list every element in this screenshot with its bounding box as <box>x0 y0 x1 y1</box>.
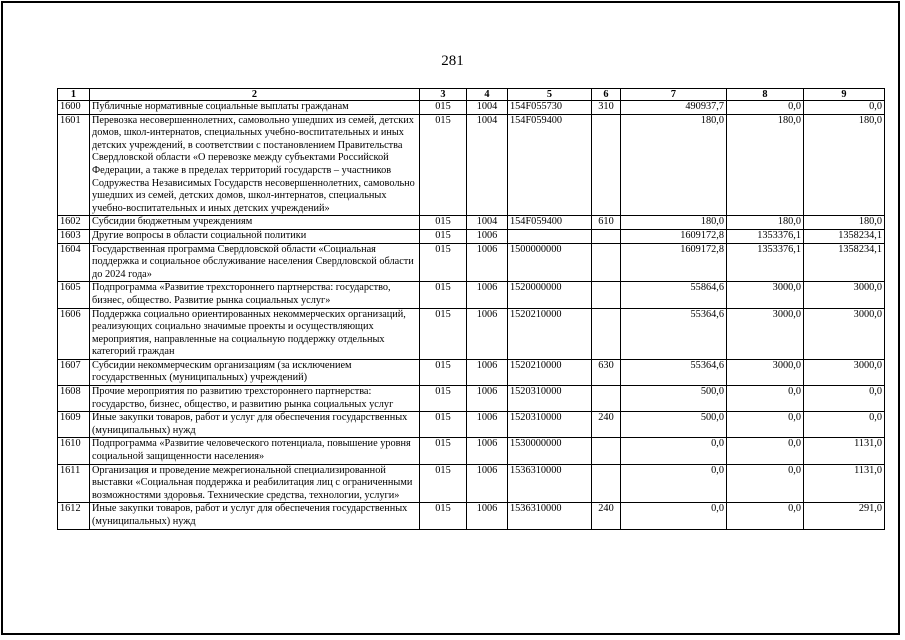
cell-amount-col9: 0,0 <box>804 412 885 438</box>
cell-target-code: 154F055730 <box>508 101 592 115</box>
cell-section-code: 1006 <box>467 386 508 412</box>
column-header: 4 <box>467 89 508 101</box>
cell-amount-col8: 180,0 <box>727 114 804 216</box>
cell-amount-col9: 3000,0 <box>804 359 885 385</box>
cell-admin-code: 015 <box>420 386 467 412</box>
row-code: 1605 <box>58 282 90 308</box>
cell-expense-type <box>592 308 621 359</box>
cell-amount-col7: 0,0 <box>621 438 727 464</box>
cell-expense-type <box>592 464 621 503</box>
cell-amount-col8: 0,0 <box>727 386 804 412</box>
table-row <box>58 282 885 308</box>
table-row <box>58 114 885 216</box>
row-name: Другие вопросы в области социальной политики <box>90 229 420 243</box>
cell-target-code: 1520310000 <box>508 386 592 412</box>
cell-amount-col9: 291,0 <box>804 503 885 529</box>
row-name: Субсидии бюджетным учреждениям <box>90 216 420 230</box>
table-body <box>58 101 885 530</box>
cell-section-code: 1006 <box>467 282 508 308</box>
cell-target-code: 154F059400 <box>508 114 592 216</box>
row-code: 1608 <box>58 386 90 412</box>
column-header: 2 <box>90 89 420 101</box>
row-name: Публичные нормативные социальные выплаты гражданам <box>90 101 420 115</box>
cell-amount-col9: 3000,0 <box>804 308 885 359</box>
table-row <box>58 216 885 230</box>
column-header: 1 <box>58 89 90 101</box>
cell-admin-code: 015 <box>420 229 467 243</box>
cell-amount-col8: 3000,0 <box>727 359 804 385</box>
row-code: 1607 <box>58 359 90 385</box>
column-header: 5 <box>508 89 592 101</box>
cell-amount-col7: 500,0 <box>621 412 727 438</box>
table-row <box>58 438 885 464</box>
cell-amount-col8: 0,0 <box>727 464 804 503</box>
budget-table <box>57 88 885 530</box>
cell-amount-col7: 55364,6 <box>621 359 727 385</box>
cell-amount-col9: 0,0 <box>804 386 885 412</box>
cell-amount-col8: 1353376,1 <box>727 243 804 282</box>
cell-section-code: 1006 <box>467 503 508 529</box>
column-header: 6 <box>592 89 621 101</box>
cell-amount-col9: 180,0 <box>804 114 885 216</box>
row-code: 1610 <box>58 438 90 464</box>
cell-expense-type <box>592 386 621 412</box>
table-row <box>58 359 885 385</box>
table-row <box>58 308 885 359</box>
cell-admin-code: 015 <box>420 308 467 359</box>
cell-target-code: 1536310000 <box>508 503 592 529</box>
cell-expense-type: 240 <box>592 412 621 438</box>
row-code: 1612 <box>58 503 90 529</box>
cell-target-code: 154F059400 <box>508 216 592 230</box>
column-header: 9 <box>804 89 885 101</box>
cell-amount-col7: 1609172,8 <box>621 229 727 243</box>
cell-admin-code: 015 <box>420 464 467 503</box>
cell-target-code: 1530000000 <box>508 438 592 464</box>
row-code: 1601 <box>58 114 90 216</box>
cell-amount-col7: 55864,6 <box>621 282 727 308</box>
row-name: Организация и проведение межрегиональной специализированной выставки «Социальная поддержка и реабилитация лиц с ограниченными возможностями здоровья. Технические средства, технологии, услуги» <box>90 464 420 503</box>
cell-amount-col7: 0,0 <box>621 464 727 503</box>
row-name: Иные закупки товаров, работ и услуг для обеспечения государственных (муниципальных) нужд <box>90 503 420 529</box>
table-row <box>58 503 885 529</box>
cell-section-code: 1004 <box>467 216 508 230</box>
column-header: 3 <box>420 89 467 101</box>
cell-target-code: 1520210000 <box>508 359 592 385</box>
cell-expense-type: 630 <box>592 359 621 385</box>
row-name: Поддержка социально ориентированных некоммерческих организаций, реализующих социально значимые проекты и осуществляющих мероприятия, направленные на социальную поддержку отдельных категорий граждан <box>90 308 420 359</box>
column-header: 7 <box>621 89 727 101</box>
cell-amount-col9: 3000,0 <box>804 282 885 308</box>
cell-target-code: 1520310000 <box>508 412 592 438</box>
row-name: Субсидии некоммерческим организациям (за исключением государственных (муниципальных) учреждений) <box>90 359 420 385</box>
cell-target-code: 1520210000 <box>508 308 592 359</box>
cell-target-code <box>508 229 592 243</box>
cell-target-code: 1520000000 <box>508 282 592 308</box>
cell-section-code: 1006 <box>467 464 508 503</box>
cell-section-code: 1004 <box>467 101 508 115</box>
table-row <box>58 101 885 115</box>
cell-amount-col8: 0,0 <box>727 412 804 438</box>
row-code: 1611 <box>58 464 90 503</box>
cell-amount-col7: 0,0 <box>621 503 727 529</box>
row-name: Подпрограмма «Развитие трехстороннего партнерства: государство, бизнес, общество. Развитие рынка социальных услуг» <box>90 282 420 308</box>
row-name: Подпрограмма «Развитие человеческого потенциала, повышение уровня социальной защищенности населения» <box>90 438 420 464</box>
table-row <box>58 386 885 412</box>
cell-section-code: 1006 <box>467 229 508 243</box>
cell-amount-col9: 1131,0 <box>804 464 885 503</box>
cell-expense-type <box>592 229 621 243</box>
cell-amount-col8: 3000,0 <box>727 282 804 308</box>
cell-section-code: 1004 <box>467 114 508 216</box>
cell-section-code: 1006 <box>467 243 508 282</box>
cell-section-code: 1006 <box>467 308 508 359</box>
cell-expense-type: 610 <box>592 216 621 230</box>
cell-admin-code: 015 <box>420 216 467 230</box>
cell-amount-col8: 0,0 <box>727 503 804 529</box>
cell-expense-type <box>592 243 621 282</box>
cell-section-code: 1006 <box>467 359 508 385</box>
cell-expense-type <box>592 114 621 216</box>
cell-amount-col9: 180,0 <box>804 216 885 230</box>
table-row <box>58 464 885 503</box>
cell-admin-code: 015 <box>420 412 467 438</box>
row-code: 1603 <box>58 229 90 243</box>
cell-target-code: 1536310000 <box>508 464 592 503</box>
cell-expense-type <box>592 282 621 308</box>
cell-expense-type <box>592 438 621 464</box>
table-row <box>58 229 885 243</box>
cell-admin-code: 015 <box>420 282 467 308</box>
cell-target-code: 1500000000 <box>508 243 592 282</box>
cell-amount-col8: 1353376,1 <box>727 229 804 243</box>
cell-section-code: 1006 <box>467 412 508 438</box>
row-code: 1602 <box>58 216 90 230</box>
cell-admin-code: 015 <box>420 243 467 282</box>
row-name: Иные закупки товаров, работ и услуг для обеспечения государственных (муниципальных) нужд <box>90 412 420 438</box>
row-code: 1600 <box>58 101 90 115</box>
table-row <box>58 243 885 282</box>
cell-amount-col8: 3000,0 <box>727 308 804 359</box>
cell-admin-code: 015 <box>420 114 467 216</box>
cell-amount-col9: 1358234,1 <box>804 229 885 243</box>
row-code: 1604 <box>58 243 90 282</box>
cell-amount-col7: 490937,7 <box>621 101 727 115</box>
cell-amount-col7: 55364,6 <box>621 308 727 359</box>
row-name: Перевозка несовершеннолетних, самовольно ушедших из семей, детских домов, школ-интернатов, специальных учебно-воспитательных и иных детских учреждений, в соответствии с постановлением Правительства Свердловской области «О перевозке между субъектами Российской Федерации, а также в пределах территорий государств – участников Содружества Независимых Государств несовершеннолетних, самовольно ушедших из семей, детских домов, школ-интернатов, специальных учебно-воспитательных и иных детских учреждений» <box>90 114 420 216</box>
cell-amount-col8: 180,0 <box>727 216 804 230</box>
cell-amount-col8: 0,0 <box>727 101 804 115</box>
table-header-row <box>58 89 885 101</box>
row-code: 1606 <box>58 308 90 359</box>
column-header: 8 <box>727 89 804 101</box>
cell-amount-col7: 1609172,8 <box>621 243 727 282</box>
cell-amount-col9: 0,0 <box>804 101 885 115</box>
table-row <box>58 412 885 438</box>
cell-amount-col7: 500,0 <box>621 386 727 412</box>
cell-amount-col9: 1131,0 <box>804 438 885 464</box>
cell-amount-col8: 0,0 <box>727 438 804 464</box>
cell-amount-col7: 180,0 <box>621 114 727 216</box>
row-name: Государственная программа Свердловской области «Социальная поддержка и социальное обслуживание населения Свердловской области до 2024 года» <box>90 243 420 282</box>
cell-amount-col7: 180,0 <box>621 216 727 230</box>
row-name: Прочие мероприятия по развитию трехстороннего партнерства: государство, бизнес, общество, и развитию рынка социальных услуг <box>90 386 420 412</box>
row-code: 1609 <box>58 412 90 438</box>
page-number: 281 <box>441 53 464 69</box>
cell-admin-code: 015 <box>420 101 467 115</box>
cell-expense-type: 240 <box>592 503 621 529</box>
cell-section-code: 1006 <box>467 438 508 464</box>
cell-admin-code: 015 <box>420 438 467 464</box>
cell-amount-col9: 1358234,1 <box>804 243 885 282</box>
cell-admin-code: 015 <box>420 359 467 385</box>
cell-expense-type: 310 <box>592 101 621 115</box>
cell-admin-code: 015 <box>420 503 467 529</box>
